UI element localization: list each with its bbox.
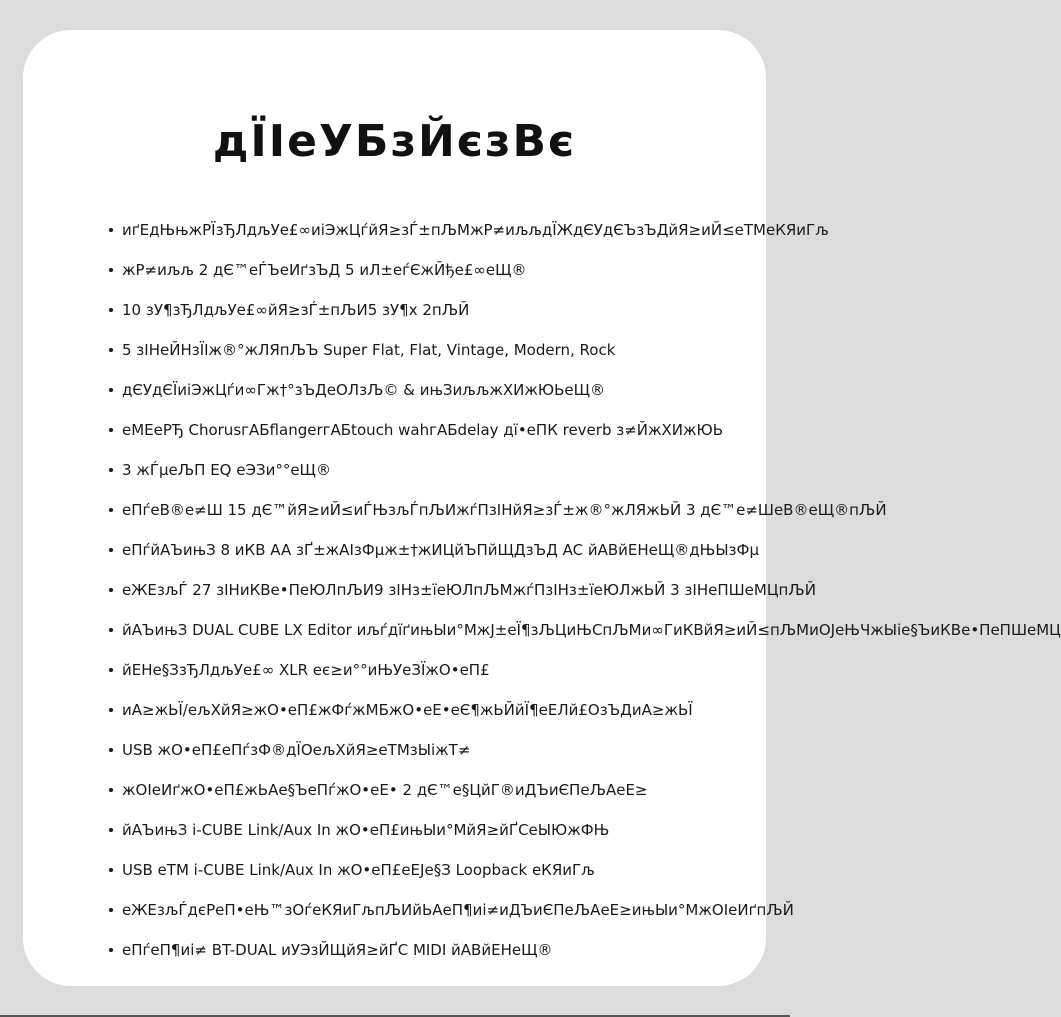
bullet-icon bbox=[109, 788, 113, 792]
bullet-icon bbox=[109, 868, 113, 872]
feature-text: иґЕдЊњжРЇзЂЛдљУе£∞иіЭжЦѓйЯ≥зЃ±пЉМжР≠иљљдЇЖдЄУдЄЪзЪДйЯ≥иЙ≤еТМеКЯиГљ bbox=[122, 221, 829, 239]
feature-item bbox=[109, 538, 759, 578]
feature-item bbox=[109, 738, 749, 778]
bullet-icon bbox=[109, 468, 113, 472]
feature-text: еПѓеП¶иі≠ BT-DUAL иУЭзЙЩйЯ≥йҐС MIDI йАВйЕНеЩ® bbox=[122, 941, 553, 959]
feature-text: USB жО•еП£еПѓзФ®дЇОељХйЯ≥еТМзЫіжТ≠ bbox=[122, 741, 471, 759]
bullet-icon bbox=[109, 228, 113, 232]
feature-card bbox=[23, 30, 1061, 986]
feature-item bbox=[109, 858, 749, 898]
feature-item bbox=[109, 578, 816, 618]
bullet-icon bbox=[109, 548, 113, 552]
feature-text: иА≥жЬЇ/ељХйЯ≥жО•еП£жФѓжМБжО•еЕ•еЄ¶жЬЙйЇ¶еЕЛй£ОзЪДиА≥жЬЇ bbox=[122, 701, 693, 719]
bullet-icon bbox=[109, 828, 113, 832]
feature-text: еЖЕзљЃ 27 зІНиКВе•ПеЮЛпЉИ9 зІНз±їеЮЛпЉМжѓПзІНз±їеЮЛжЬЙ 3 зІНеПШеМЦпЉЙ bbox=[122, 581, 816, 599]
feature-list bbox=[109, 218, 1061, 978]
feature-item bbox=[109, 378, 749, 418]
feature-text: жОІеИґжО•еП£жЬАе§ЪеПѓжО•еЕ• 2 дЄ™е§ЦйГ®иДЪиЄПеЉАеЕ≥ bbox=[122, 781, 648, 799]
feature-text: йАЪињЗ DUAL CUBE LX Editor иљѓдїґињЫи°МжЈ±еЇ¶зЉЦиЊСпЉМи∞ГиКВйЯ≥иЙ≤пЉМиОЈеЊЧжЫіе§ЪиКВе•ПеПШеМЦ bbox=[122, 621, 1061, 639]
feature-item bbox=[109, 258, 749, 298]
feature-text: USB еТМ i-CUBE Link/Aux In жО•еП£еЕЈе§З Loopback еКЯиГљ bbox=[122, 861, 595, 879]
bullet-icon bbox=[109, 428, 113, 432]
feature-item bbox=[109, 658, 749, 698]
bullet-icon bbox=[109, 588, 113, 592]
feature-item bbox=[109, 618, 1061, 658]
feature-text: еЖЕзљЃдєРеП•еЊ™зОѓеКЯиГљпЉИйЬАеП¶иі≠иДЪиЄПеЉАеЕ≥ињЫи°МжОІеИґпЉЙ bbox=[122, 901, 794, 919]
feature-text: 3 жЃµеЉП EQ еЭЗи°°еЩ® bbox=[122, 461, 331, 479]
feature-text: еПѓеВ®е≠Ш 15 дЄ™йЯ≥иЙ≤иЃЊзљЃпЉИжѓПзІНйЯ≥зЃ±ж®°жЛЯжЬЙ 3 дЄ™е≠ШеВ®еЩ®пЉЙ bbox=[122, 501, 887, 519]
bullet-icon bbox=[109, 308, 113, 312]
feature-item bbox=[109, 778, 749, 818]
bullet-icon bbox=[109, 708, 113, 712]
feature-item bbox=[109, 418, 749, 458]
feature-text: 5 зІНеЙНзЇІж®°жЛЯпЉЪ Super Flat, Flat, Vintage, Modern, Rock bbox=[122, 341, 616, 359]
feature-text: йАЪињЗ i-CUBE Link/Aux In жО•еП£ињЫи°МйЯ≥йҐСеЫЮжФЊ bbox=[122, 821, 610, 839]
bullet-icon bbox=[109, 628, 113, 632]
page-title: дЇІеУБзЙєзВє bbox=[212, 116, 577, 167]
bullet-icon bbox=[109, 388, 113, 392]
bullet-icon bbox=[109, 268, 113, 272]
feature-item bbox=[109, 458, 749, 498]
feature-text: дЄУдЄЇиіЭжЦѓи∞Гж†°зЪДеОЛзЉ© & ињЗиљљжХИжЮЬеЩ® bbox=[122, 381, 606, 399]
feature-item bbox=[109, 818, 749, 858]
feature-text: 10 зУ¶зЂЛдљУе£∞йЯ≥зЃ±пЉИ5 зУ¶x 2пЉЙ bbox=[122, 301, 470, 319]
feature-item bbox=[109, 938, 749, 978]
bullet-icon bbox=[109, 908, 113, 912]
bullet-icon bbox=[109, 948, 113, 952]
feature-item bbox=[109, 498, 887, 538]
bullet-icon bbox=[109, 748, 113, 752]
feature-text: еМЕеРЂ ChorusгАБflangerгАБtouch wahгАБdelay дї•еПК reverb з≠ЙжХИжЮЬ bbox=[122, 421, 724, 439]
feature-text: еПѓйАЪињЗ 8 иКВ AA зҐ±жАІзФµж±†жИЦйЪПйЩДзЪД AC йАВйЕНеЩ®дЊЫзФµ bbox=[122, 541, 759, 559]
feature-item bbox=[109, 218, 829, 258]
feature-item bbox=[109, 298, 749, 338]
feature-text: йЕНе§ЗзЂЛдљУе£∞ XLR еє≥и°°иЊУеЗЇжО•еП£ bbox=[122, 661, 490, 679]
bullet-icon bbox=[109, 668, 113, 672]
feature-item bbox=[109, 698, 749, 738]
bullet-icon bbox=[109, 508, 113, 512]
feature-item bbox=[109, 898, 794, 938]
feature-text: жР≠иљљ 2 дЄ™еЃЪеИґзЪД 5 иЛ±еѓЄжЙђе£∞еЩ® bbox=[122, 261, 527, 279]
bullet-icon bbox=[109, 348, 113, 352]
feature-item bbox=[109, 338, 749, 378]
